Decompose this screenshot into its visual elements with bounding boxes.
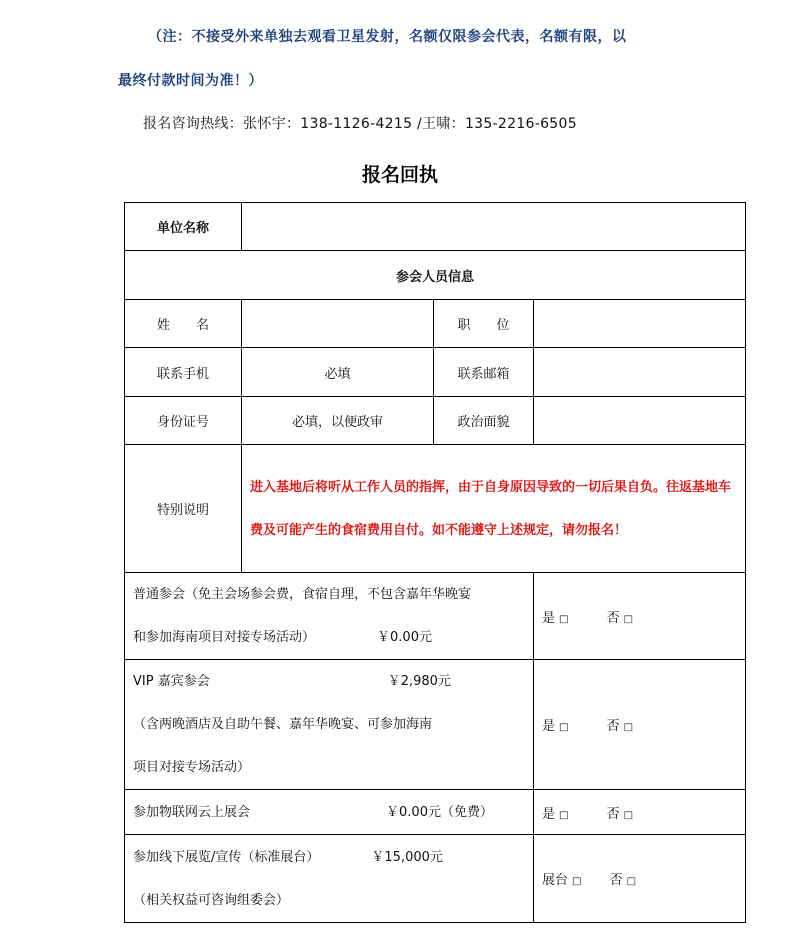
email-label: 联系邮箱	[434, 348, 534, 397]
id-input[interactable]: 必填，以便政审	[242, 397, 434, 445]
option-line: 普通参会（免主会场参会费，食宿自理，不包含嘉年华晚宴	[133, 587, 472, 602]
checkbox-icon[interactable]: □	[559, 613, 569, 625]
checkbox-icon[interactable]: □	[626, 876, 637, 887]
no-label: 否	[606, 719, 620, 734]
no-option[interactable]	[610, 873, 636, 888]
option-line-text: 和参加海南项目对接专场活动）	[133, 630, 316, 645]
option-line	[133, 836, 525, 879]
option-line-text: 参加物联网云上展会	[133, 804, 251, 820]
checkbox-icon[interactable]: □	[623, 722, 634, 733]
registration-form-table	[124, 202, 746, 923]
checkbox-icon[interactable]: □	[559, 722, 569, 733]
no-option[interactable]	[607, 719, 633, 734]
option-price: ￥0.00元	[377, 630, 432, 645]
option-choice	[534, 835, 746, 923]
org-input[interactable]	[242, 203, 746, 251]
no-option[interactable]	[607, 807, 633, 822]
option-price: ￥0.00元（免费）	[386, 804, 493, 820]
option-price: ￥15,000元	[371, 849, 443, 865]
option-line: （含两晚酒店及自助午餐、嘉年华晚宴、可参加海南	[133, 717, 433, 732]
yes-label: 是	[542, 719, 556, 734]
hotline-text: 报名咨询热线：张怀宇：138-1126-4215 /王啸：135-2216-6505	[143, 116, 577, 132]
phone-row	[125, 348, 746, 397]
yes-label: 是	[542, 806, 556, 822]
option-row-vip	[125, 660, 746, 790]
option-row-standard	[125, 573, 746, 660]
option-line	[133, 616, 525, 659]
id-row	[125, 397, 746, 445]
option-choice	[534, 660, 746, 790]
section-heading: 参会人员信息	[125, 251, 746, 300]
name-label: 姓 名	[125, 300, 242, 348]
yes-label: 是	[542, 610, 556, 626]
option-choice	[534, 573, 746, 660]
political-label: 政治面貌	[434, 397, 534, 445]
no-option[interactable]	[607, 611, 633, 626]
name-row	[125, 300, 746, 348]
yes-option[interactable]	[542, 719, 568, 734]
name-input[interactable]	[242, 300, 434, 348]
option-line: （相关权益可咨询组委会）	[133, 892, 290, 908]
notice-line-2: 最终付款时间为准！）	[118, 73, 263, 89]
option-row-offline-expo	[125, 835, 746, 923]
option-price: ￥2,980元	[387, 674, 451, 689]
political-input[interactable]	[534, 397, 746, 445]
option-line-text: 参加线下展览/宣传（标准展台）	[133, 849, 320, 865]
option-line-text: VIP 嘉宾参会	[133, 674, 210, 689]
option-description	[125, 660, 534, 790]
yes-option[interactable]	[542, 807, 568, 822]
booth-label: 展台	[542, 873, 569, 888]
checkbox-icon[interactable]: □	[623, 809, 634, 821]
no-label: 否	[606, 806, 620, 822]
org-label: 单位名称	[125, 203, 242, 251]
id-label: 身份证号	[125, 397, 242, 445]
option-description	[125, 790, 534, 835]
special-row	[125, 445, 746, 573]
no-label: 否	[609, 873, 623, 888]
phone-input[interactable]: 必填	[242, 348, 434, 397]
checkbox-icon[interactable]: □	[623, 613, 634, 625]
checkbox-icon[interactable]: □	[572, 876, 582, 887]
section-heading-row	[125, 251, 746, 300]
email-input[interactable]	[534, 348, 746, 397]
booth-option[interactable]	[542, 873, 581, 888]
yes-option[interactable]	[542, 611, 568, 626]
phone-label: 联系手机	[125, 348, 242, 397]
org-row	[125, 203, 746, 251]
option-description	[125, 835, 534, 923]
form-title: 报名回执	[361, 164, 438, 186]
position-label: 职 位	[434, 300, 534, 348]
special-label: 特别说明	[125, 445, 242, 573]
special-text: 进入基地后将听从工作人员的指挥，由于自身原因导致的一切后果自负。往返基地车费及可能产生的食宿费用自付。如不能遵守上述规定，请勿报名！	[242, 445, 746, 573]
position-input[interactable]	[534, 300, 746, 348]
option-description	[125, 573, 534, 660]
notice-line-1: （注：不接受外来单独去观看卫星发射，名额仅限参会代表，名额有限，以	[148, 29, 627, 45]
option-choice	[534, 790, 746, 835]
option-line: 项目对接专场活动）	[133, 760, 251, 775]
option-row-cloud-expo	[125, 790, 746, 835]
checkbox-icon[interactable]: □	[559, 809, 569, 821]
no-label: 否	[606, 610, 620, 626]
option-line	[133, 660, 525, 703]
